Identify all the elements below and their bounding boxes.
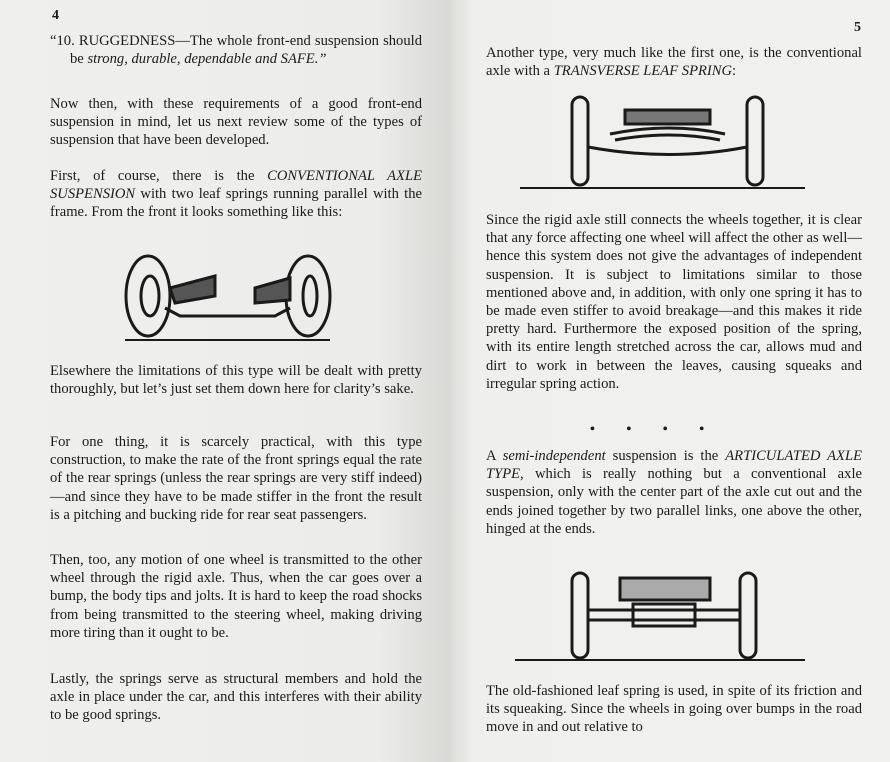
paragraph: [50, 433, 422, 524]
text: “10. RUGGEDNESS—The whole front-end suspension should be: [50, 33, 422, 68]
text: Elsewhere the limitations of this type will be dealt with pretty thoroughly, but let’s just set them down here for clarity’s sake.: [50, 363, 422, 398]
text: For one thing, it is scarcely practical, with this type construction, to make the rate of the front springs equal the rate of the rear springs (unless the rear springs are very stiff indeed)—and since they have to be made stiffer in the front the result is a pitching and bucking ride for rear seat passengers.: [50, 434, 422, 523]
italic-text: semi-independent: [502, 448, 606, 464]
text: Another type, very much like the first one, is the conventional axle with a: [486, 45, 862, 80]
italic-text: CONVENTIONAL AXLE SUSPENSION: [50, 168, 422, 203]
text: The old-fashioned leaf spring is used, in spite of its friction and its squeaking. Since the wheels in going over bumps in the road move in and out relative to: [486, 683, 862, 736]
articulated-axle-illustration: [515, 568, 805, 664]
paragraph: [50, 551, 422, 642]
conventional-axle-illustration: [120, 248, 335, 348]
transverse-leaf-spring-illustration: [520, 92, 805, 192]
paragraph: [50, 167, 422, 222]
paragraph: [486, 211, 862, 393]
paragraph: [50, 32, 422, 68]
text: :: [732, 63, 737, 80]
paragraph: [486, 447, 862, 538]
text: which is really nothing but a conventional axle suspension, only with the center part of the axle cut out and the ends joined together by two parallel links, one above the other, hinged at the ends.: [486, 466, 862, 537]
paragraph: [50, 670, 422, 725]
italic-text: strong, durable, dependable and SAFE.”: [87, 51, 327, 68]
paragraph: [486, 682, 862, 737]
page-number: 5: [854, 20, 861, 35]
section-separator: • • • •: [590, 422, 719, 437]
text: First, of course, there is the: [50, 168, 268, 184]
text: A: [486, 448, 503, 464]
text: Now then, with these requirements of a good front-end suspension in mind, let us next review some of the types of suspension that have been developed.: [50, 96, 422, 149]
text: Since the rigid axle still connects the wheels together, it is clear that any force affecting one wheel will affect the other as well—hence this system does not give the advantages of independent suspension. It is subject to limitations similar to those mentioned above and, in addition, with only one spring it has to be made even stiffer to avoid breakage—and this makes it ride pretty hard. Furthermore the exposed position of the spring, with its entire length stretched across the car, allows mud and dirt to work in between the leaves, causing squeaks and irregular spring action.: [486, 212, 862, 392]
paragraph: [50, 95, 422, 150]
page-number: 4: [52, 8, 59, 23]
paragraph: [50, 362, 422, 398]
italic-text: ARTICULATED AXLE TYPE,: [486, 448, 862, 483]
text: suspension is the: [605, 448, 726, 464]
text: with two leaf springs running parallel with the frame. From the front it looks something like this:: [50, 186, 422, 221]
italic-text: TRANSVERSE LEAF SPRING: [553, 63, 733, 80]
paragraph: [486, 44, 862, 80]
text: Lastly, the springs serve as structural members and hold the axle in place under the car, and this interferes with their ability to be good springs.: [50, 671, 422, 724]
text: Then, too, any motion of one wheel is transmitted to the other wheel through the rigid axle. Thus, when the car goes over a bump, the body tips and jolts. It is hard to keep the road shocks from being transmitted to the steering wheel, making driving more tiring than it ought to be.: [50, 552, 422, 641]
